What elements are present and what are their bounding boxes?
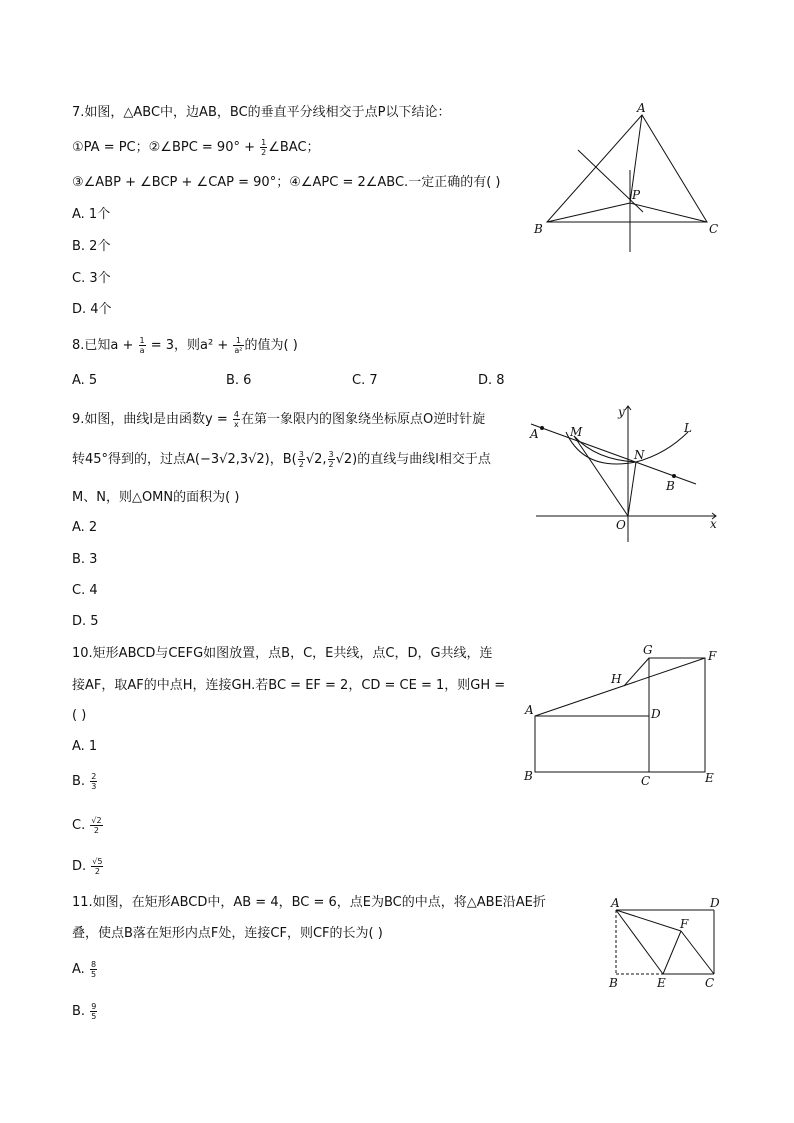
q7-stem: 7.如图，△ABC中，边AB，BC的垂直平分线相交于点P以下结论： <box>72 105 451 120</box>
q7-triangle-abc <box>547 115 707 222</box>
q10-option-c[interactable] <box>72 816 104 835</box>
q9-point-b <box>672 474 676 478</box>
q8-text-b: = 3，则a² + <box>146 338 233 353</box>
q9-func-num: 4 <box>233 410 239 419</box>
q9-label-x: x <box>710 517 717 531</box>
q9-option-a[interactable]: A. 2 <box>72 520 98 535</box>
q9-bx-num: 3 <box>298 450 304 459</box>
q9-bx-fraction <box>298 450 305 469</box>
q11-option-a-den: 5 <box>90 970 97 979</box>
q9-label-m: M <box>570 425 583 439</box>
q11-label-b: B <box>609 976 618 990</box>
q10-option-d-fraction <box>91 857 103 876</box>
q10-label-b: B <box>524 769 533 783</box>
q10-stem-line3: ( ) <box>72 708 87 723</box>
q9-option-b[interactable]: B. 3 <box>72 552 98 567</box>
q10-stem-line1: 10.矩形ABCD与CEFG如图放置，点B，C，E共线，点C，D，G共线，连 <box>72 646 493 661</box>
q7-label-c: C <box>709 222 719 236</box>
q10-label-e: E <box>705 771 714 785</box>
q8-frac1-den: a <box>139 346 145 355</box>
q8-option-c[interactable]: C. 7 <box>352 373 378 388</box>
q10-rectangles-figure <box>522 642 722 792</box>
q7-statement-1-2b: ∠BAC； <box>268 140 320 155</box>
q9-func-den: x <box>234 420 239 429</box>
q10-option-c-den: 2 <box>93 826 99 835</box>
q9-line2-a: 转45°得到的，过点A(−3√2,3√2)，B( <box>72 452 297 467</box>
q11-option-a-num: 8 <box>90 960 97 969</box>
q10-option-b-num: 2 <box>91 772 97 781</box>
q11-fold-figure <box>606 894 736 994</box>
q11-option-b-num: 9 <box>91 1002 97 1011</box>
q11-label-f: F <box>680 917 689 931</box>
q9-segment-on <box>628 462 636 516</box>
q11-segment-ef <box>663 931 681 974</box>
q10-option-c-fraction <box>90 816 102 835</box>
q8-stem <box>72 336 298 355</box>
q7-half-den: 2 <box>261 148 267 157</box>
q10-label-g: G <box>643 643 653 657</box>
q9-label-o: O <box>616 518 626 532</box>
q11-option-a[interactable] <box>72 960 98 979</box>
q7-half-fraction <box>260 138 267 157</box>
q9-label-a: A <box>530 427 539 441</box>
q9-line1-a: 9.如图，曲线l是由函数y = <box>72 412 232 427</box>
q9-line-ab <box>531 424 696 484</box>
q11-option-b-den: 5 <box>91 1012 97 1021</box>
q9-bx-den: 2 <box>298 460 304 469</box>
q11-stem-line2: 叠，使点B落在矩形内点F处，连接CF，则CF的长为( ) <box>72 926 383 941</box>
q10-option-b-fraction <box>90 772 97 791</box>
q10-option-c-prefix: C. <box>72 818 90 833</box>
q9-stem-line3: M、N，则△OMN的面积为( ) <box>72 490 240 505</box>
q10-label-f: F <box>708 649 717 663</box>
q9-curve-figure <box>526 402 726 547</box>
q9-label-b: B <box>666 479 675 493</box>
q11-segment-cf <box>681 931 714 974</box>
q9-label-n: N <box>634 448 645 462</box>
q11-segment-af <box>616 910 681 931</box>
q9-segment-om <box>574 436 628 516</box>
q9-option-c[interactable]: C. 4 <box>72 583 98 598</box>
q9-func-fraction <box>233 410 240 429</box>
q9-by-den: 2 <box>328 460 334 469</box>
q7-label-p: P <box>632 188 641 202</box>
q11-option-b-prefix: B. <box>72 1004 90 1019</box>
q7-half-num: 1 <box>261 138 267 147</box>
q10-option-d-prefix: D. <box>72 859 91 874</box>
q7-label-b: B <box>534 222 543 236</box>
q11-label-c: C <box>705 976 715 990</box>
q11-label-a: A <box>611 896 620 910</box>
q7-segment-bp <box>547 203 630 222</box>
q11-option-a-fraction <box>90 960 97 979</box>
q9-line2-b: √2, <box>305 452 327 467</box>
q7-segment-cp <box>630 203 707 222</box>
q9-label-y: y <box>618 405 625 419</box>
q10-option-b-den: 3 <box>91 782 97 791</box>
q7-statement-3-4: ③∠ABP + ∠BCP + ∠CAP = 90°；④∠APC = 2∠ABC.一定正确的有( ) <box>72 175 501 190</box>
q11-option-b-fraction <box>90 1002 97 1021</box>
q9-label-l: L <box>684 421 692 435</box>
q11-stem-line1: 11.如图，在矩形ABCD中，AB = 4，BC = 6，点E为BC的中点，将△ABE沿AE折 <box>72 895 546 910</box>
q10-label-a: A <box>525 703 534 717</box>
q8-frac-2 <box>233 336 243 355</box>
q8-frac-1 <box>139 336 146 355</box>
q10-segment-af <box>535 658 705 716</box>
q7-statement-1-2 <box>72 138 320 157</box>
q7-triangle-figure <box>528 100 728 260</box>
q10-label-d: D <box>651 707 661 721</box>
q7-label-a: A <box>637 101 646 115</box>
q9-point-a <box>540 426 544 430</box>
q11-option-b[interactable] <box>72 1002 98 1021</box>
q9-line1-b: 在第一象限内的图象绕坐标原点O逆时针旋 <box>240 412 486 427</box>
q10-option-c-num: √2 <box>91 816 102 825</box>
q10-option-a[interactable]: A. 1 <box>72 739 98 754</box>
q9-option-d[interactable]: D. 5 <box>72 614 99 629</box>
q7-statement-1-2a: ①PA = PC；②∠BPC = 90° + <box>72 140 260 155</box>
q10-label-h: H <box>611 672 622 686</box>
q10-option-d[interactable] <box>72 857 104 876</box>
q11-label-e: E <box>657 976 666 990</box>
q9-line2-c: √2)的直线与曲线l相交于点 <box>335 452 491 467</box>
q10-stem-line2: 接AF，取AF的中点H，连接GH.若BC = EF = 2，CD = CE = 1，则GH = <box>72 678 506 693</box>
q7-option-d[interactable]: D. 4个 <box>72 302 112 317</box>
q11-option-a-prefix: A. <box>72 962 89 977</box>
q10-label-c: C <box>641 774 651 788</box>
q10-option-b-prefix: B. <box>72 774 90 789</box>
q11-label-d: D <box>710 896 720 910</box>
q7-option-a[interactable]: A. 1个 <box>72 207 111 222</box>
q8-text-a: 8.已知a + <box>72 338 138 353</box>
q7-option-b[interactable]: B. 2个 <box>72 239 111 254</box>
q8-frac1-num: 1 <box>139 336 145 345</box>
q9-by-num: 3 <box>328 450 334 459</box>
q10-option-d-num: √5 <box>92 857 103 866</box>
q10-option-b[interactable] <box>72 772 98 791</box>
q9-stem-line2 <box>72 450 491 469</box>
q8-frac2-den: a² <box>234 346 243 355</box>
q8-option-b[interactable]: B. 6 <box>226 373 252 388</box>
q8-text-c: 的值为( ) <box>244 338 298 353</box>
q10-rect-abcd <box>535 716 649 772</box>
q9-stem-line1 <box>72 410 485 429</box>
q8-option-a[interactable]: A. 5 <box>72 373 98 388</box>
q10-option-d-den: 2 <box>94 867 100 876</box>
q9-by-fraction <box>328 450 335 469</box>
q8-frac2-num: 1 <box>233 336 243 346</box>
q7-option-c[interactable]: C. 3个 <box>72 271 111 286</box>
q11-fold-ae <box>616 910 663 974</box>
q8-option-d[interactable]: D. 8 <box>478 373 505 388</box>
